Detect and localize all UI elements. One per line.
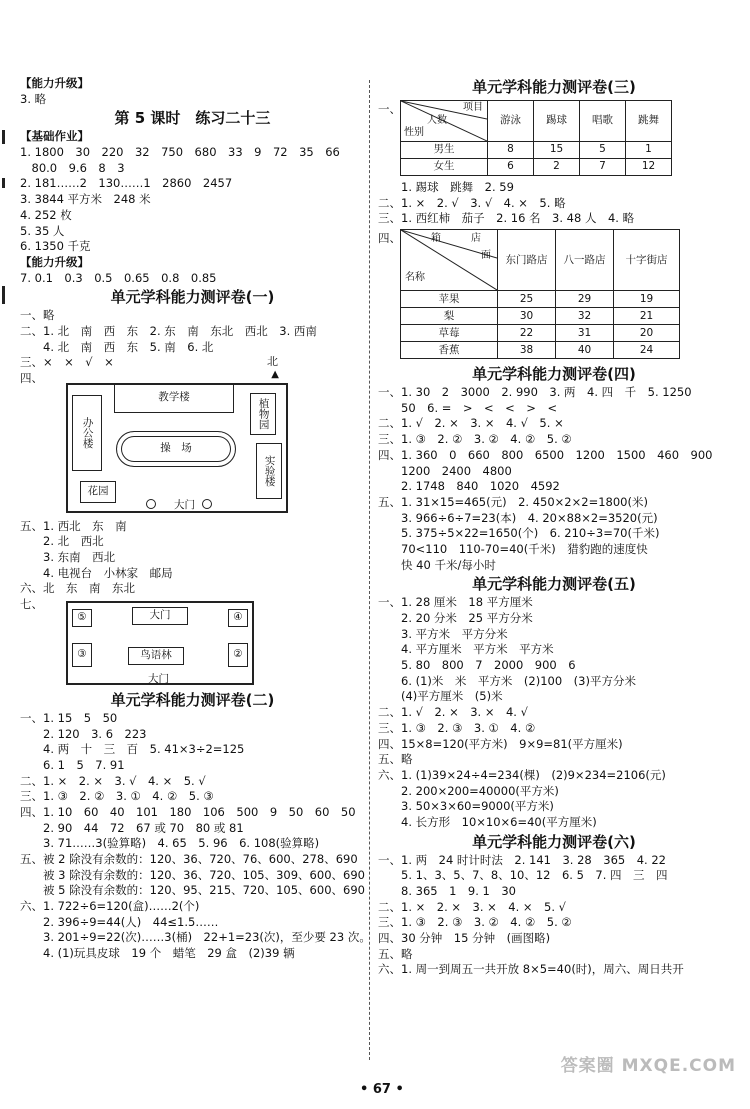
col-header: 东门路店 <box>498 230 556 291</box>
bird-forest: 鸟语林 <box>128 647 184 665</box>
answer-line: 3. 3844 平方米 248 米 <box>20 192 151 207</box>
table-row <box>401 159 672 176</box>
spot-2: ② <box>228 643 248 667</box>
diagonal-header-cell <box>401 230 498 291</box>
gate-label: 大门 <box>174 498 195 511</box>
answer-line: 1. 踢球 跳舞 2. 59 <box>378 180 514 194</box>
binding-mark <box>2 286 5 304</box>
col-header: 唱歌 <box>580 101 626 142</box>
answer-line: 2. 120 3. 6 223 <box>20 726 147 741</box>
answer-line: 四、30 分钟 15 分钟 (画图略) <box>378 931 551 946</box>
col-header: 游泳 <box>488 101 534 142</box>
row-label: 香蕉 <box>401 342 498 359</box>
row-label: 苹果 <box>401 291 498 308</box>
table-cell: 8 <box>488 142 534 159</box>
table-cell: 40 <box>556 342 614 359</box>
answer-line: 六、1. 周一到周五一共开放 8×5=40(时)，周六、周日共开 <box>378 962 684 977</box>
test-title: 单元学科能力测评卷(四) <box>472 365 636 384</box>
answer-line: 三、1. 西红柿 茄子 2. 16 名 3. 48 人 4. 略 <box>378 211 635 226</box>
answer-line: 4. 两 十 三 百 5. 41×3÷2=125 <box>20 742 245 757</box>
table-cell: 38 <box>498 342 556 359</box>
answer-line: 2. 90 44 72 67 或 70 80 或 81 <box>20 820 244 835</box>
answer-line: 三、× × √ × <box>20 355 114 370</box>
right-column <box>378 76 730 978</box>
lesson-title: 第 5 课时 练习二十三 <box>114 109 271 128</box>
answer-line: 一、1. 两 24 时计时法 2. 141 3. 28 365 4. 22 <box>378 852 666 867</box>
table-cell: 15 <box>534 142 580 159</box>
answer-line: 六、北 东 南 东北 <box>20 581 135 596</box>
answer-line: 四、 <box>20 371 43 385</box>
test-title: 单元学科能力测评卷(六) <box>472 832 636 851</box>
answer-line: 六、1. (1)39×24÷4=234(棵) (2)9×234=2106(元) <box>378 767 666 782</box>
spot-5: ⑤ <box>72 609 92 627</box>
table-cell: 1 <box>626 142 672 159</box>
answer-line: 4. 电视台 小林家 邮局 <box>20 565 173 580</box>
park-map <box>66 601 254 685</box>
corner-bottom: 性别 <box>404 127 424 138</box>
hobby-table <box>400 100 672 176</box>
section-label: 一、 <box>378 102 401 116</box>
test-title: 单元学科能力测评卷(三) <box>472 78 636 96</box>
answer-line: 5. 35 人 <box>20 223 65 238</box>
table-cell: 20 <box>614 325 680 342</box>
answer-line: 3. 平方米 平方分米 <box>378 626 508 641</box>
answer-line: 5. 375÷5×22=1650(个) 6. 210÷3=70(千米) <box>378 526 660 541</box>
col-header: 八一路店 <box>556 230 614 291</box>
answer-line: 五、略 <box>378 752 413 767</box>
col-header: 踢球 <box>534 101 580 142</box>
answer-line: 三、1. ③ 2. ② 3. ② 4. ② 5. ② <box>378 432 572 447</box>
answer-line: 4. 长方形 10×10×6=40(平方厘米) <box>378 814 597 829</box>
table-cell: 24 <box>614 342 680 359</box>
answer-line: 四、1. 360 0 660 800 6500 1200 1500 460 900 <box>378 447 713 462</box>
answer-line: 快 40 千米/每小时 <box>378 557 496 572</box>
answer-line: 3. 50×3×60=9000(平方米) <box>378 799 554 814</box>
botany-garden: 植物园 <box>250 393 276 435</box>
north-label: 北 <box>267 354 278 368</box>
answer-line: 3. 东南 西北 <box>20 550 116 565</box>
answer-line: 二、1. × 2. × 3. √ 4. × 5. √ <box>20 773 206 788</box>
page-number: • 67 • <box>360 1082 404 1097</box>
corner-mid: 人数 <box>427 115 447 126</box>
table2-wrap <box>378 229 730 359</box>
answer-line: 6. 1 5 7. 91 <box>20 757 125 772</box>
table-cell: 19 <box>614 291 680 308</box>
answer-line: 5. 1、3、5、7、8、10、12 6. 5 7. 四 三 四 <box>378 868 668 883</box>
answer-line: 一、1. 30 2 3000 2. 990 3. 两 4. 四 千 5. 1250 <box>378 385 692 400</box>
answer-line: 五、略 <box>378 946 413 961</box>
answer-line: 三、1. ③ 2. ② 3. ① 4. ② 5. ③ <box>20 789 214 804</box>
answer-line: 4. (1)玩具皮球 19 个 蜡笔 29 盒 (2)39 辆 <box>20 946 295 961</box>
table-cell: 12 <box>626 159 672 176</box>
answer-line: 七、 <box>20 597 43 612</box>
row-label: 梨 <box>401 308 498 325</box>
column-divider <box>369 80 370 1060</box>
answer-line: (4)平方厘米 (5)米 <box>378 689 503 704</box>
diagonal-header-cell <box>401 101 488 142</box>
left-column <box>20 76 371 962</box>
answer-line: 被 3 除没有余数的：120、36、720、105、309、600、690 <box>20 867 365 882</box>
office-building: 办公楼 <box>72 395 102 471</box>
answer-line: 四、1. 10 60 40 101 180 106 500 9 50 60 50 <box>20 804 356 819</box>
table-row <box>401 325 680 342</box>
answer-line: 二、1. √ 2. × 3. × 4. √ 5. × <box>378 416 564 431</box>
top-gate: 大门 <box>132 607 188 625</box>
answer-line: 1. 1800 30 220 32 750 680 33 9 72 35 66 <box>20 145 340 160</box>
fruit-table <box>400 229 680 359</box>
answer-line: 70<110 110-70=40(千米) 猎豹跑的速度快 <box>378 541 648 556</box>
answer-line: 4. 252 枚 <box>20 207 72 222</box>
answer-line: 二、1. × 2. × 3. × 4. × 5. √ <box>378 899 567 914</box>
table-cell: 30 <box>498 308 556 325</box>
answer-line: 2. 396÷9=44(人) 44≤1.5…… <box>20 914 219 929</box>
gate-post-icon <box>202 499 212 509</box>
table-cell: 29 <box>556 291 614 308</box>
table-row <box>401 308 680 325</box>
corner-top: 项目 <box>463 102 483 113</box>
answer-line: 五、1. 西北 东 南 <box>20 518 127 533</box>
answer-line: 3. 71……3(验算略) 4. 65 5. 96 6. 108(验算略) <box>20 836 320 851</box>
table-row <box>401 342 680 359</box>
table-cell: 31 <box>556 325 614 342</box>
answer-line: 三、1. ③ 2. ③ 3. ① 4. ② <box>378 720 536 735</box>
answer-line: 5. 80 800 7 2000 900 6 <box>378 658 576 673</box>
table-cell: 25 <box>498 291 556 308</box>
table-cell: 2 <box>534 159 580 176</box>
school-map <box>66 354 288 513</box>
table-cell: 21 <box>614 308 680 325</box>
answer-line: 一、略 <box>20 308 55 323</box>
table-cell: 22 <box>498 325 556 342</box>
spot-3: ③ <box>72 643 92 667</box>
spot-4: ④ <box>228 609 248 627</box>
table1-wrap <box>378 100 730 176</box>
teaching-building: 教学楼 <box>114 383 234 413</box>
answer-line: 3. 201÷9=22(次)……3(桶) 22+1=23(次)，至少要 23 次。 <box>20 930 371 945</box>
row-label: 女生 <box>401 159 488 176</box>
answer-line: 2. 181……2 130……1 2860 2457 <box>20 176 233 191</box>
answer-line: 二、1. × 2. √ 3. √ 4. × 5. 略 <box>378 195 566 210</box>
table-cell: 32 <box>556 308 614 325</box>
answer-line: 4. 平方厘米 平方米 平方米 <box>378 642 554 657</box>
corner-label: 箱 <box>431 233 441 245</box>
section-label: 四、 <box>378 231 401 246</box>
answer-line: 2. 20 分米 25 平方分米 <box>378 611 533 625</box>
section-label: 【基础作业】 <box>20 129 89 144</box>
answer-line: 3. 966÷6÷7=23(本) 4. 20×88×2=3520(元) <box>378 510 658 525</box>
watermark: 答案圈 MXQE.COM <box>560 1056 736 1076</box>
corner-top: 店 <box>471 233 481 245</box>
gate-post-icon <box>146 499 156 509</box>
answer-line: 2. 200×200=40000(平方米) <box>378 783 559 798</box>
section-label: 【能力升级】 <box>20 254 89 269</box>
playground: 操 场 <box>116 431 236 467</box>
answer-line: 2. 1748 840 1020 4592 <box>378 479 560 494</box>
row-label: 草莓 <box>401 325 498 342</box>
answer-line: 一、1. 28 厘米 18 平方厘米 <box>378 595 533 610</box>
table-cell: 7 <box>580 159 626 176</box>
row-label: 男生 <box>401 142 488 159</box>
answer-line: 6. 1350 千克 <box>20 239 91 254</box>
col-header: 十字街店 <box>614 230 680 291</box>
binding-mark <box>2 178 5 188</box>
answer-line: 五、被 2 除没有余数的：120、36、720、76、600、278、690 <box>20 852 358 866</box>
table-cell: 6 <box>488 159 534 176</box>
test-title: 单元学科能力测评卷(一) <box>110 288 275 307</box>
corner-bottom: 名称 <box>405 272 425 284</box>
answer-line: 一、1. 15 5 50 <box>20 710 118 725</box>
test-title: 单元学科能力测评卷(五) <box>472 575 636 594</box>
answer-line: 50 6. = > < < > < <box>378 400 558 415</box>
table-cell: 5 <box>580 142 626 159</box>
table-row <box>401 291 680 308</box>
section-label: 【能力升级】 <box>20 76 89 90</box>
answer-line: 四、15×8=120(平方米) 9×9=81(平方厘米) <box>378 736 623 751</box>
lab-building: 实验楼 <box>256 443 282 499</box>
corner-label: 面 <box>481 250 491 262</box>
answer-line: 4. 北 南 西 东 5. 南 6. 北 <box>20 339 214 354</box>
test-title: 单元学科能力测评卷(二) <box>110 690 275 709</box>
answer-line: 80.0 9.6 8 3 <box>20 160 125 175</box>
col-header: 跳舞 <box>626 101 672 142</box>
north-arrow-icon: ▲ <box>271 368 279 380</box>
answer-line: 被 5 除没有余数的：120、95、215、720、105、600、690 <box>20 883 365 898</box>
answer-line: 1200 2400 4800 <box>378 463 512 478</box>
garden: 花园 <box>80 481 116 503</box>
binding-mark <box>2 130 5 144</box>
answer-line: 6. (1)米 米 平方米 (2)100 (3)平方分米 <box>378 673 636 688</box>
answer-line: 3. 略 <box>20 91 47 106</box>
answer-line: 三、1. ③ 2. ③ 3. ② 4. ② 5. ② <box>378 915 572 930</box>
answer-line: 7. 0.1 0.3 0.5 0.65 0.8 0.85 <box>20 270 217 285</box>
table-row <box>401 142 672 159</box>
answer-line: 六、1. 722÷6=120(盒)……2(个) <box>20 899 200 914</box>
answer-line: 五、1. 31×15=465(元) 2. 450×2×2=1800(米) <box>378 494 648 509</box>
answer-line: 2. 北 西北 <box>20 534 104 549</box>
bottom-gate: 大门 <box>148 672 169 685</box>
answer-line: 8. 365 1 9. 1 30 <box>378 884 516 898</box>
answer-line: 二、1. √ 2. × 3. × 4. √ <box>378 705 528 720</box>
answer-line: 二、1. 北 南 西 东 2. 东 南 东北 西北 3. 西南 <box>20 323 317 338</box>
